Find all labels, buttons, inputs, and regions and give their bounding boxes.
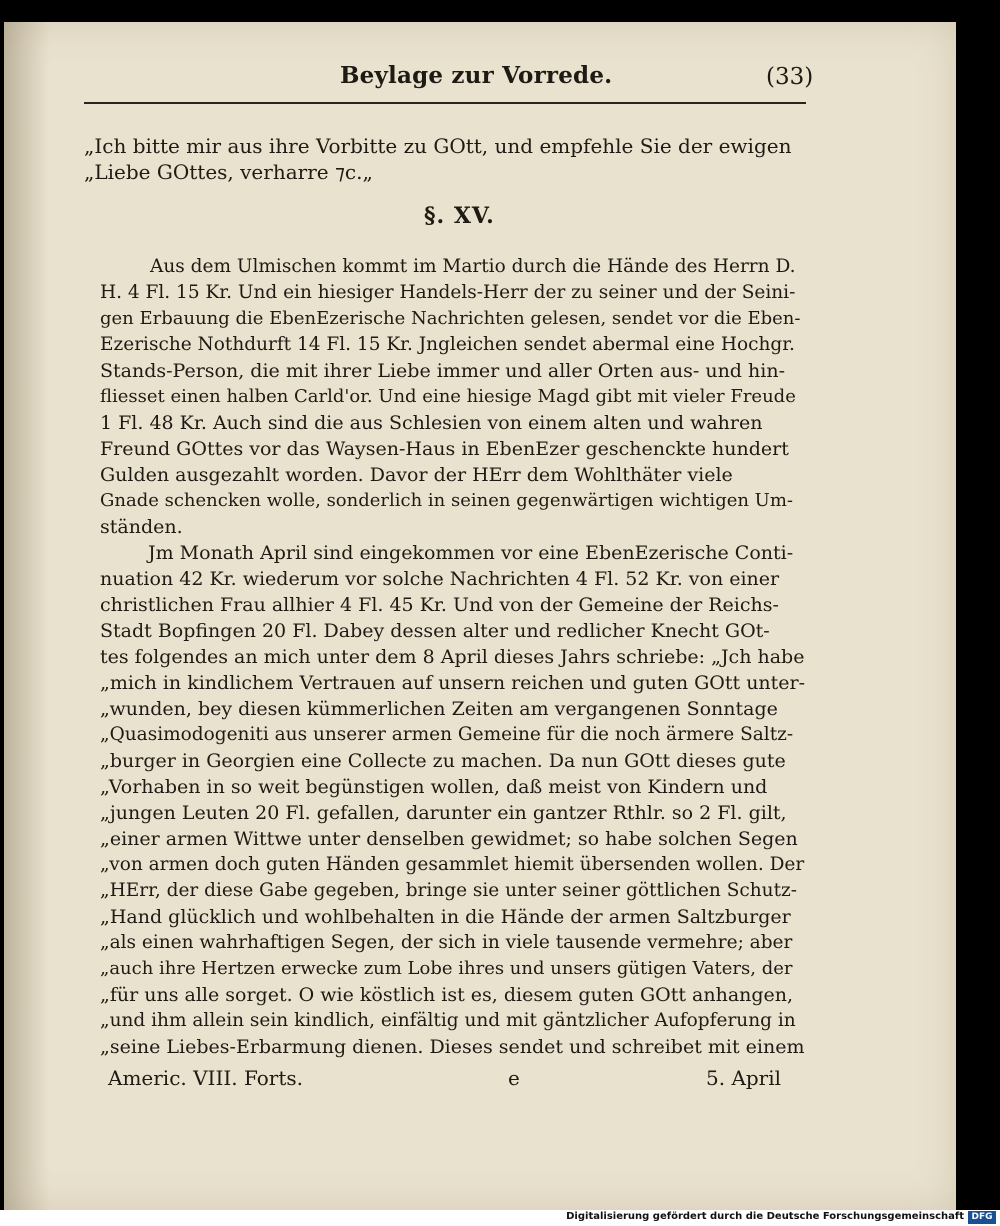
body-line: „einer armen Wittwe unter denselben gewidmet; so habe solchen Segen [100,828,798,850]
body-line: „für uns alle sorget. O wie köstlich ist es, diesem guten GOtt anhangen, [100,984,794,1006]
body-line: fliesset einen halben Carld'or. Und eine hiesige Magd gibt mit vieler Freude [100,386,796,407]
body-line: „mich in kindlichem Vertrauen auf unsern reichen und guten GOtt unter- [100,672,806,694]
body-line: „Vorhaben in so weit begünstigen wollen, daß meist von Kindern und [100,776,768,798]
body-line: H. 4 Fl. 15 Kr. Und ein hiesiger Handels-Herr der zu seiner und der Seini- [100,282,796,303]
body-line: Freund GOttes vor das Waysen-Haus in EbenEzer geschenckte hundert [100,438,789,460]
body-line: „als einen wahrhaftigen Segen, der sich in viele tausende vermehre; aber [100,932,793,953]
body-line: Gnade schencken wolle, sonderlich in seinen gegenwärtigen wichtigen Um- [100,490,793,511]
header-rule [84,102,806,104]
dfg-logo: DFG [968,1211,996,1224]
digitization-credit: Digitalisierung gefördert durch die Deutsche Forschungsgemeinschaft [566,1211,964,1222]
body-line: Ezerische Nothdurft 14 Fl. 15 Kr. Jngleichen sendet abermal eine Hochgr. [100,334,795,355]
body-line: christlichen Frau allhier 4 Fl. 45 Kr. Und von der Gemeine der Reichs- [100,594,779,616]
body-line: „Hand glücklich und wohlbehalten in die Hände der armen Saltzburger [100,906,791,928]
body-line: „von armen doch guten Händen gesammlet hiemit übersenden wollen. Der [100,854,805,875]
intro-line: „Liebe GOttes, verharre ⁊c.„ [84,160,373,184]
body-line: Stadt Bopfingen 20 Fl. Dabey dessen alter und redlicher Knecht GOt- [100,620,770,642]
body-line: „und ihm allein sein kindlich, einfältig und mit gäntzlicher Aufopferung in [100,1010,796,1031]
body-line: Aus dem Ulmischen kommt im Martio durch die Hände des Herrn D. [150,256,796,277]
running-head: Beylage zur Vorrede. [340,62,613,89]
page-number: (33) [766,64,814,90]
body-line: Gulden ausgezahlt worden. Davor der HErr dem Wohlthäter viele [100,464,733,486]
body-line: Jm Monath April sind eingekommen vor eine EbenEzerische Conti- [148,542,794,564]
body-line: „HErr, der diese Gabe gegeben, bringe sie unter seiner göttlichen Schutz- [100,880,798,901]
intro-line: „Ich bitte mir aus ihre Vorbitte zu GOtt, und empfehle Sie der ewigen [84,134,792,158]
body-line: ständen. [100,516,183,538]
body-line: gen Erbauung die EbenEzerische Nachrichten gelesen, sendet vor die Eben- [100,308,801,329]
page-gutter-shadow [4,22,50,1210]
sheet-mark: e [508,1066,520,1090]
body-line: „burger in Georgien eine Collecte zu machen. Da nun GOtt dieses gute [100,750,786,772]
body-line: 1 Fl. 48 Kr. Auch sind die aus Schlesien von einem alten und wahren [100,412,763,434]
body-line: „wunden, bey diesen kümmerlichen Zeiten am vergangenen Sonntage [100,698,778,720]
catchword: 5. April [706,1066,782,1090]
body-line: „Quasimodogeniti aus unserer armen Gemeine für die noch ärmere Saltz- [100,724,794,745]
body-line: „seine Liebes-Erbarmung dienen. Dieses sendet und schreibet mit einem [100,1036,805,1058]
signature-mark: Americ. VIII. Forts. [108,1066,304,1090]
body-line: tes folgendes an mich unter dem 8 April dieses Jahrs schriebe: „Jch habe [100,646,805,668]
body-line: nuation 42 Kr. wiederum vor solche Nachrichten 4 Fl. 52 Kr. von einer [100,568,780,590]
body-line: „auch ihre Hertzen erwecke zum Lobe ihres und unsers gütigen Vaters, der [100,958,793,979]
body-line: Stands-Person, die mit ihrer Liebe immer und aller Orten aus- und hin- [100,360,785,382]
body-line: „jungen Leuten 20 Fl. gefallen, darunter ein gantzer Rthlr. so 2 Fl. gilt, [100,802,787,824]
section-heading: §. XV. [424,203,495,229]
